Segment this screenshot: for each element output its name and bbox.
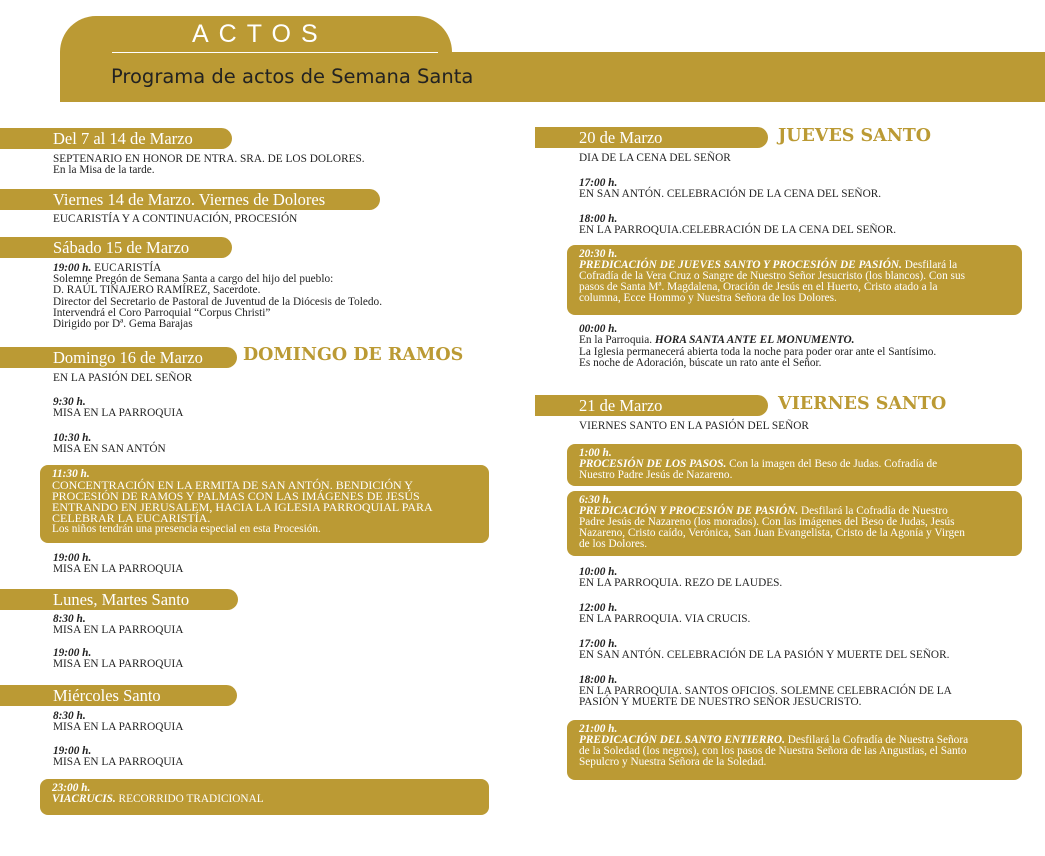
highlight-box-procesion-pasion-jueves: 20:30 h. PREDICACIÓN DE JUEVES SANTO Y PROCESIÓN DE PASIÓN. Desfilará la Cofradía de la Vera Cruz o Sangre de Nuestro Señor Jesucristo (los blancos). Con sus pasos de Santa Mª. Magdalena, Oración de Jesús en el Huerto, Cristo atado a la columna, Ecce Hommo y Nuestra Señora de los Dolores. (567, 245, 1022, 315)
event-time: 23:00 h. (52, 782, 91, 794)
event-time: 1:00 h. (579, 447, 612, 459)
event-text: EN SAN ANTÓN. CELEBRACIÓN DE LA CENA DEL SEÑOR. (579, 188, 882, 200)
event-subtitle: EN LA PASIÓN DEL SEÑOR (53, 372, 193, 384)
event-time: 8:30 h. (53, 613, 86, 625)
header-divider (112, 52, 438, 53)
day-banner-20-march: 20 de Marzo (535, 127, 768, 148)
day-banner-14-march: Viernes 14 de Marzo. Viernes de Dolores (0, 189, 380, 210)
event-text: MISA EN LA PARROQUIA (53, 658, 184, 670)
section-heading-viernes-santo: VIERNES SANTO (778, 394, 947, 414)
event-text: EN LA PARROQUIA. VIA CRUCIS. (579, 613, 751, 625)
event-text: Intervendrá el Coro Parroquial “Corpus Christi” (53, 307, 271, 319)
day-banner-21-march: 21 de Marzo (535, 395, 768, 416)
event-text: EN LA PARROQUIA. REZO DE LAUDES. (579, 577, 783, 589)
event-time: 10:30 h. (53, 432, 92, 444)
event-time: 11:30 h. (52, 468, 90, 480)
event-time: 17:00 h. (579, 177, 618, 189)
event-time: 12:00 h. (579, 602, 618, 614)
event-time: 19:00 h. (53, 262, 92, 274)
day-banner-15-march: Sábado 15 de Marzo (0, 237, 232, 258)
highlight-box-santo-entierro: 21:00 h. PREDICACIÓN DEL SANTO ENTIERRO. Desfilará la Cofradía de Nuestra Señora de la Soledad (los negros), con los pasos de Nuestra Señora de las Angustias, el Santo Sepulcro y Nuestra Señora de la Soledad. (567, 720, 1022, 780)
event-text: MISA EN LA PARROQUIA (53, 407, 184, 419)
event-time: 17:00 h. (579, 638, 618, 650)
day-banner-miercoles: Miércoles Santo (0, 685, 237, 706)
event-text: MISA EN LA PARROQUIA (53, 624, 184, 636)
section-heading-domingo-ramos: DOMINGO DE RAMOS (243, 345, 464, 365)
day-banner-16-march: Domingo 16 de Marzo (0, 347, 237, 368)
event-time: 10:00 h. (579, 566, 618, 578)
event-text: En la Misa de la tarde. (53, 164, 155, 176)
highlight-box-viacrucis: 23:00 h. VIACRUCIS. RECORRIDO TRADICIONAL (40, 779, 489, 815)
event-text: La Iglesia permanecerá abierta toda la noche para poder orar ante el Santísimo. (579, 346, 937, 358)
event-time: 8:30 h. (53, 710, 86, 722)
day-banner-lunes-martes: Lunes, Martes Santo (0, 589, 238, 610)
event-text: MISA EN LA PARROQUIA (53, 563, 184, 575)
event-text: MISA EN LA PARROQUIA (53, 721, 184, 733)
event-subtitle: VIERNES SANTO EN LA PASIÓN DEL SEÑOR (579, 420, 809, 432)
event-text: MISA EN LA PARROQUIA (53, 756, 184, 768)
event-text: En la Parroquia. HORA SANTA ANTE EL MONUMENTO. (579, 334, 855, 346)
event-text: Dirigido por Dª. Gema Barajas (53, 318, 193, 330)
header-bar (420, 52, 1045, 102)
event-time: 19:00 h. (53, 552, 92, 564)
event-time: 19:00 h. (53, 647, 92, 659)
event-time: 9:30 h. (53, 396, 86, 408)
event-text: SEPTENARIO EN HONOR DE NTRA. SRA. DE LOS DOLORES. (53, 153, 365, 165)
event-text: EN LA PARROQUIA.CELEBRACIÓN DE LA CENA DEL SEÑOR. (579, 224, 897, 236)
event-line: 19:00 h. EUCARISTÍA (53, 262, 162, 274)
event-time: 18:00 h. (579, 213, 618, 225)
event-text: Solemne Pregón de Semana Santa a cargo del hijo del pueblo: (53, 273, 334, 285)
event-text: Es noche de Adoración, búscate un rato ante el Señor. (579, 357, 822, 369)
event-text: EN SAN ANTÓN. CELEBRACIÓN DE LA PASIÓN Y MUERTE DEL SEÑOR. (579, 649, 950, 661)
event-text: MISA EN SAN ANTÓN (53, 443, 166, 455)
event-subtitle: DIA DE LA CENA DEL SEÑOR (579, 152, 731, 164)
section-heading-jueves-santo: JUEVES SANTO (778, 126, 932, 146)
event-text: EUCARISTÍA Y A CONTINUACIÓN, PROCESIÓN (53, 213, 298, 225)
event-text: PASIÓN Y MUERTE DE NUESTRO SEÑOR JESUCRISTO. (579, 696, 862, 708)
event-time: 00:00 h. (579, 323, 618, 335)
event-text: EN LA PARROQUIA. SANTOS OFICIOS. SOLEMNE CELEBRACIÓN DE LA (579, 685, 952, 697)
event-time: 19:00 h. (53, 745, 92, 757)
highlight-box-procesion-ramos: 11:30 h. CONCENTRACIÓN EN LA ERMITA DE SAN ANTÓN. BENDICIÓN Y PROCESIÓN DE RAMOS Y PALMAS CON LAS IMÁGENES DE JESÚS ENTRANDO EN JERUSALEM, HACIA LA IGLESIA PARROQUIAL PARA CELEBRAR LA EUCARISTÍA. Los niños tendrán una presencia especial en esta Procesión. (40, 465, 489, 543)
event-text: D. RAÚL TINAJERO RAMÍREZ, Sacerdote. (53, 284, 261, 296)
page-title: ACTOS (192, 20, 328, 48)
event-time: 18:00 h. (579, 674, 618, 686)
event-text: Director del Secretario de Pastoral de Juventud de la Diócesis de Toledo. (53, 296, 383, 308)
event-time: 20:30 h. (579, 248, 618, 260)
event-time: 21:00 h. (579, 723, 618, 735)
event-time: 6:30 h. (579, 494, 612, 506)
highlight-box-procesion-pasion-viernes: 6:30 h. PREDICACIÓN Y PROCESIÓN DE PASIÓN. Desfilará la Cofradía de Nuestro Padre Jesús de Nazareno (los morados). Con las imágenes del Beso de Judas, Jesús Nazareno, Cristo caído, Verónica, San Juan Evangelista, Cristo de la Agonía y Virgen de los Dolores. (567, 491, 1022, 556)
highlight-box-procesion-pasos: 1:00 h. PROCESIÓN DE LOS PASOS. Con la imagen del Beso de Judas. Cofradía de Nuestro Padre Jesús de Nazareno. (567, 444, 1022, 486)
day-banner-7-14-march: Del 7 al 14 de Marzo (0, 128, 232, 149)
page-subtitle: Programa de actos de Semana Santa (111, 65, 474, 88)
